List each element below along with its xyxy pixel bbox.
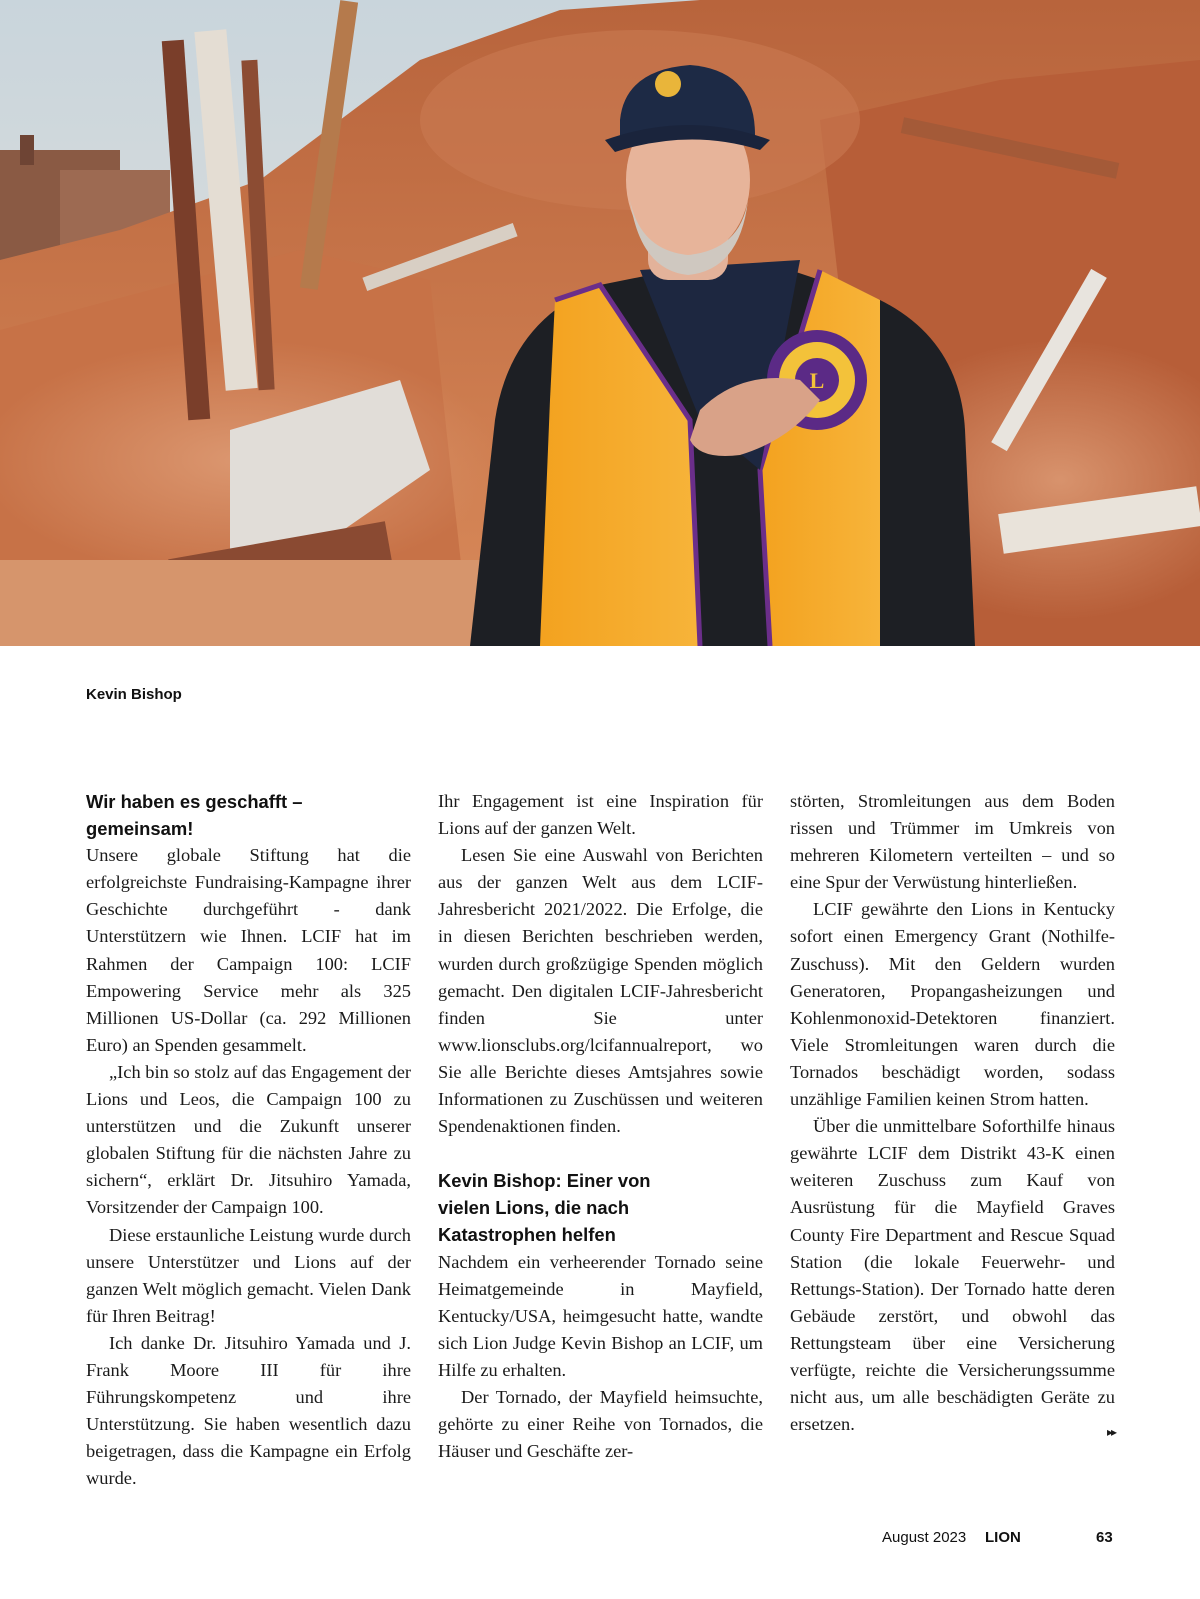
photo-caption: Kevin Bishop: [86, 686, 182, 703]
paragraph: [790, 1113, 1115, 1438]
section-heading-success: Wir haben es geschafft – gemeinsam!: [86, 791, 303, 840]
footer-magazine-name: LION: [985, 1529, 1021, 1546]
paragraph: LCIF gewährte den Lions in Kentucky sofort einen Emergency Grant (Nothilfe-Zuschuss). Mit den Geldern wurden Generatoren, Propangasheizungen und Kohlenmonoxid-Detektoren finanziert. Viele Stromleitungen waren durch die Tornados beschädigt worden, sodass unzählige Familien keinen Strom hatten.: [790, 899, 1115, 1110]
paragraph: Ihr Engagement ist eine Inspiration für Lions auf der ganzen Welt.: [438, 791, 763, 839]
paragraph: Nachdem ein verheerender Tornado seine Heimatgemeinde in Mayfield, Kentucky/USA, heimgesucht hatte, wandte sich Lion Judge Kevin Bishop an LCIF, um Hilfe zu erhalten.: [438, 1251, 763, 1380]
footer-issue-date: August 2023: [882, 1529, 967, 1546]
paragraph: Diese erstaunliche Leistung wurde durch unsere Unterstützer und Lions auf der ganzen Welt möglich gemacht. Vielen Dank für Ihren Beitrag!: [86, 1224, 411, 1326]
photo-man-in-lions-vest-rubble: [0, 0, 1200, 646]
paragraph: „Ich bin so stolz auf das Engagement der Lions und Leos, die Campaign 100 zu unterstützen und die Zukunft unserer globalen Stiftung für die nächsten Jahre zu sichern“, erklärt Dr. Jitsuhiro Yamada, Vorsitzender der Campaign 100.: [86, 1061, 411, 1218]
badge-letter: L: [809, 368, 825, 393]
section-heading-kevin-bishop: Kevin Bishop: Einer von vielen Lions, die nach Katastrophen helfen: [438, 1170, 651, 1246]
hero-photo: [0, 0, 1200, 646]
paragraph: störten, Stromleitungen aus dem Boden rissen und Trümmer im Umkreis von mehreren Kilometern verteilten – und so eine Spur der Verwüstung hinterließen.: [790, 791, 1115, 893]
paragraph: Ich danke Dr. Jitsuhiro Yamada und J. Frank Moore III für ihre Führungskompetenz und ihre Unterstützung. Sie haben wesentlich dazu beigetragen, dass die Kampagne ein Erfolg wurde.: [86, 1332, 411, 1489]
paragraph-text: Über die unmittelbare Soforthilfe hinaus gewährte LCIF dem Distrikt 43-K einen weiteren Zuschuss zum Kauf von Ausrüstung für die Mayfield Graves County Fire Department and Rescue Squad Station (die lokale Feuerwehr- und Rettungs-Station). Der Tornado hatte deren Gebäude zerstört, und obwohl das Rettungsteam über eine Versicherung verfügte, reichte die Versicherungssumme nicht aus, um alle beschädigten Geräte zu ersetzen.: [790, 1116, 1115, 1435]
paragraph: Der Tornado, der Mayfield heimsuchte, gehörte zu einer Reihe von Tornados, die Häuser und Geschäfte zer-: [438, 1386, 763, 1462]
page-number: 63: [1096, 1529, 1113, 1546]
paragraph: Lesen Sie eine Auswahl von Berichten aus der ganzen Welt aus dem LCIF-Jahresbericht 2021/2022. Die Erfolge, die in diesen Berichten beschrieben werden, wurden durch großzügige Spenden möglich gemacht. Den digitalen LCIF-Jahresbericht finden Sie unter www.lionsclubs.org/lcifannualreport, wo Sie alle Berichte dieses Amtsjahres sowie Informationen zu Zuschüssen und weiteren Spendenaktionen finden.: [438, 845, 763, 1137]
continue-arrow-icon: ▸▸: [1106, 1425, 1115, 1440]
paragraph: Unsere globale Stiftung hat die erfolgreichste Fundraising-Kampagne ihrer Geschichte durchgeführt - dank Unterstützern wie Ihnen. LCIF hat im Rahmen der Campaign 100: LCIF Empowering Service mehr als 325 Millionen US-Dollar (ca. 292 Millionen Euro) an Spenden gesammelt.: [86, 845, 411, 1055]
article-column-3: [790, 788, 1115, 1446]
article-column-2: [438, 788, 763, 1465]
article-column-1: [86, 788, 411, 1492]
